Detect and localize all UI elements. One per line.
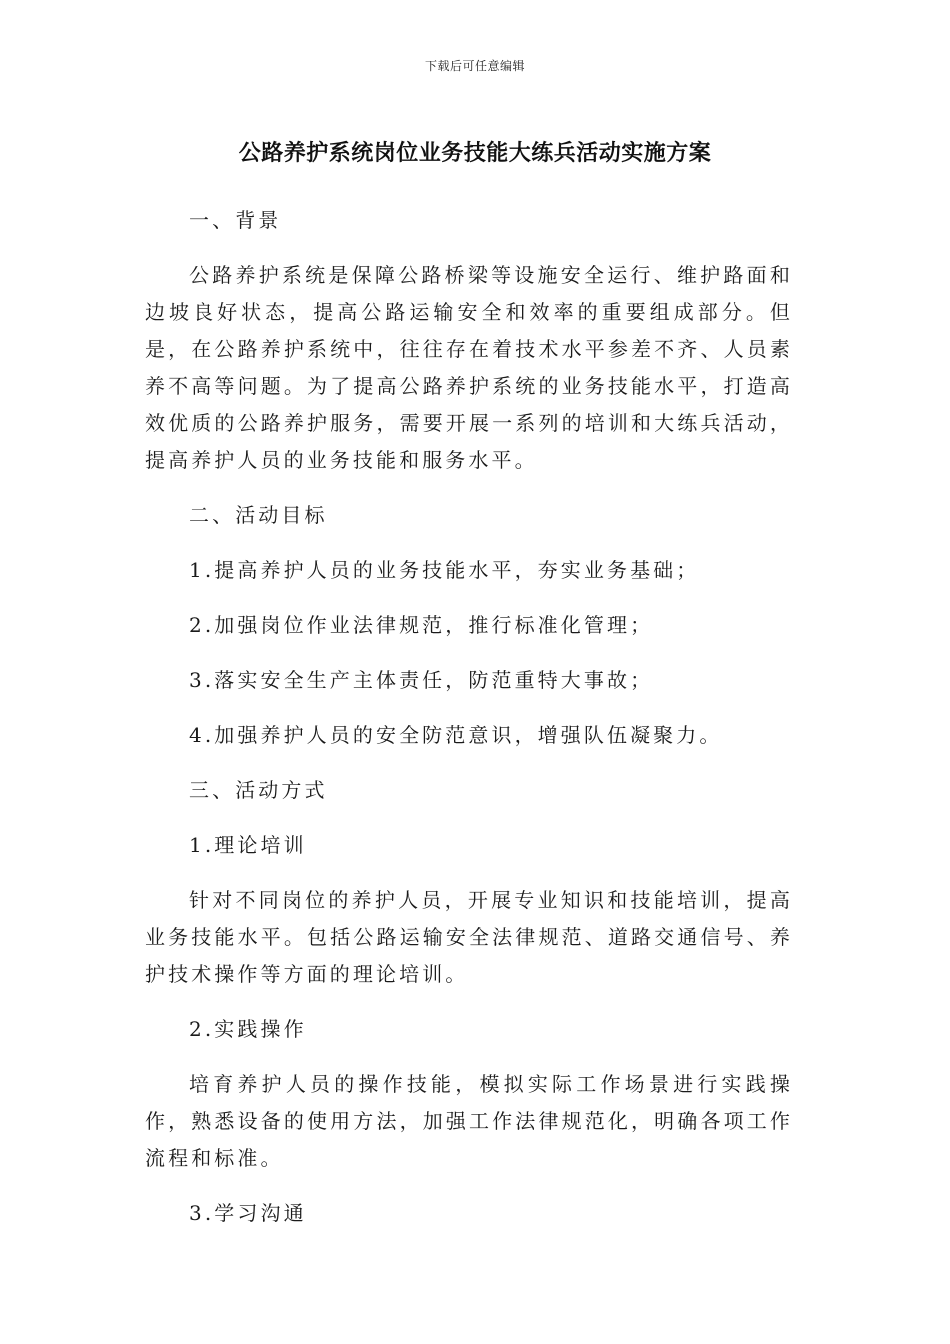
goal-item-1: 1.提高养护人员的业务技能水平，夯实业务基础； <box>189 558 700 582</box>
paragraph-background: 公路养护系统是保障公路桥梁等设施安全运行、维护路面和边坡良好状态，提高公路运输安全和效率的重要组成部分。但是，在公路养护系统中，往往存在着技术水平参差不齐、人员素养不高等问题。为了提高公路养护系统的业务技能水平，打造高效优质的公路养护服务，需要开展一系列的培训和大练兵活动，提高养护人员的业务技能和服务水平。 <box>145 263 793 472</box>
method-heading-theory: 1.理论培训 <box>189 833 307 857</box>
document-title: 公路养护系统岗位业务技能大练兵活动实施方案 <box>238 141 712 166</box>
paragraph-theory: 针对不同岗位的养护人员，开展专业知识和技能培训，提高业务技能水平。包括公路运输安全法律规范、道路交通信号、养护技术操作等方面的理论培训。 <box>145 888 793 986</box>
goal-item-2: 2.加强岗位作业法律规范，推行标准化管理； <box>189 613 654 637</box>
section-heading-background: 一、背景 <box>189 208 282 232</box>
method-heading-practice: 2.实践操作 <box>189 1017 307 1041</box>
method-heading-communication: 3.学习沟通 <box>189 1201 307 1225</box>
goal-item-3: 3.落实安全生产主体责任，防范重特大事故； <box>189 668 654 692</box>
header-note: 下载后可任意编辑 <box>424 59 525 73</box>
goal-item-4: 4.加强养护人员的安全防范意识，增强队伍凝聚力。 <box>189 723 723 747</box>
section-heading-methods: 三、活动方式 <box>189 778 328 802</box>
section-heading-goals: 二、活动目标 <box>189 503 328 527</box>
document-body <box>145 202 793 1250</box>
paragraph-practice: 培育养护人员的操作技能，模拟实际工作场景进行实践操作，熟悉设备的使用方法，加强工作法律规范化，明确各项工作流程和标准。 <box>145 1072 793 1170</box>
